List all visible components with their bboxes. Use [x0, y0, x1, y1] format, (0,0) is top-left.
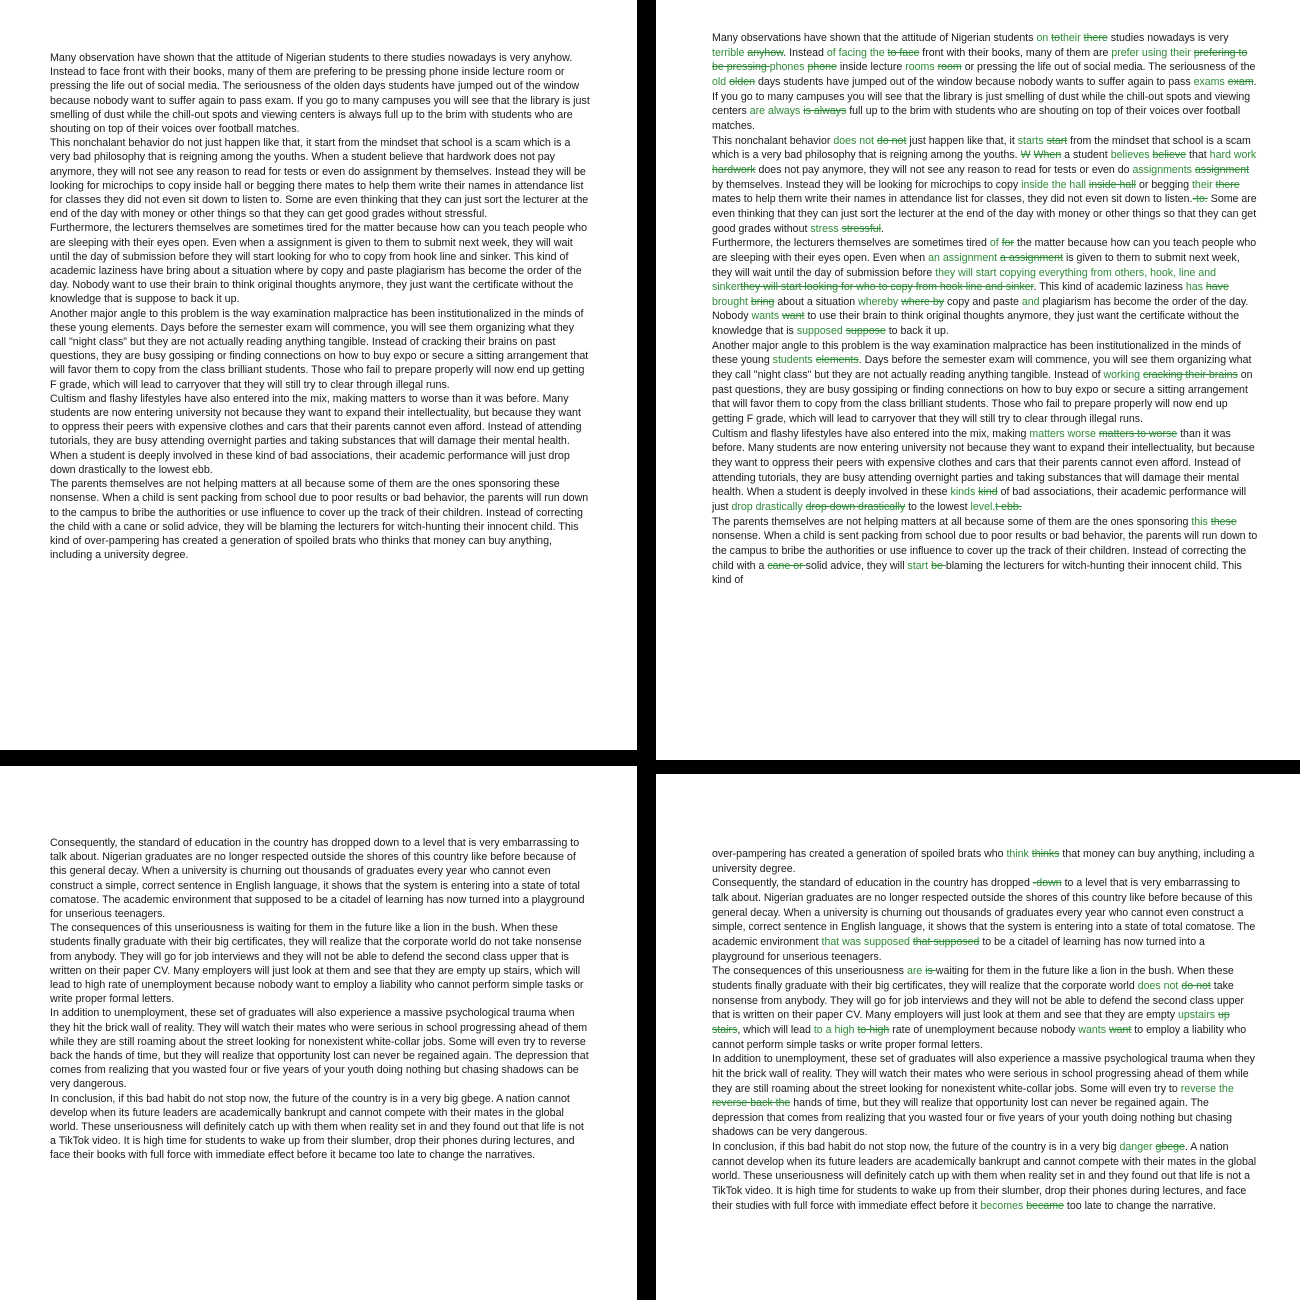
- text-run: hands of time, but they will realize that opportunity lost can never be regained again. The depression that comes from realizing that you wasted four or five years of your youth doing nothing but chasing shadows can be very dangerous.: [712, 1097, 1232, 1139]
- text-run: Many observations have shown that the attitude of Nigerian students: [712, 32, 1037, 44]
- inserted-text: they will start copying everything from others, hook, line and sinker: [712, 266, 1217, 294]
- paragraph: [712, 427, 1258, 515]
- inserted-text: prefer using their: [1111, 46, 1191, 59]
- deleted-text: there: [1083, 32, 1108, 44]
- text-run: In addition to unemployment, these set of graduates will also experience a massive psychological trauma when they hit the brick wall of reality. They will watch their mates who were serious in school progressing ahead of them while they are still roaming about the street looking for nonexistent white-collar jobs. Some will even try to: [712, 1053, 1255, 1095]
- deleted-text: want: [1108, 1023, 1132, 1036]
- inserted-text: does not: [1137, 979, 1179, 992]
- inserted-text: rooms: [905, 61, 935, 74]
- deleted-text: to: [1051, 32, 1061, 44]
- revised-essay-text-1: [712, 31, 1258, 588]
- original-essay-text-2: [50, 836, 591, 1163]
- text-run: to be a citadel of learning has now turned into a playground for unserious teenagers.: [712, 935, 1205, 963]
- deleted-text: believe: [1152, 149, 1187, 162]
- text-run: or begging: [1136, 178, 1192, 191]
- text-run: .: [881, 222, 884, 235]
- inserted-text: reverse the: [1180, 1082, 1234, 1095]
- deleted-text: hardwork: [712, 163, 756, 176]
- deleted-text: have: [1205, 281, 1229, 294]
- deleted-text: prefering to be pressing: [712, 46, 1248, 74]
- text-run: Cultism and flashy lifestyles have also entered into the mix, making: [712, 427, 1030, 440]
- text-run: The parents themselves are not helping matters at all because some of them are the ones sponsoring: [712, 515, 1192, 528]
- original-essay-page-1: [0, 0, 637, 750]
- text-run: . This kind of academic laziness: [1033, 281, 1186, 294]
- inserted-text: upstairs: [1177, 1009, 1216, 1022]
- deleted-text: to face: [887, 46, 920, 59]
- deleted-text: -down: [1032, 877, 1062, 890]
- deleted-text: be: [931, 559, 946, 572]
- text-run: full up to the brim with students who are shouting on top of their voices over football matches.: [712, 105, 1241, 132]
- deleted-text: thinks: [1031, 848, 1060, 860]
- inserted-text: assignments: [1132, 163, 1192, 176]
- inserted-text: believes: [1110, 149, 1150, 162]
- text-run: Some are even thinking that they can just sort the lecturer at the end of the day with money or other things so that they can get good grades without: [712, 193, 1257, 235]
- deleted-text: anyhow: [747, 46, 784, 59]
- text-run: copy and paste: [944, 295, 1022, 308]
- deleted-text: a assignment: [1000, 251, 1064, 264]
- text-run: or pressing the life out of social media. The seriousness of the: [961, 61, 1256, 74]
- text-run: solid advice, they will: [805, 559, 908, 572]
- text-run: This nonchalant behavior: [712, 134, 834, 147]
- inserted-text: on: [1036, 32, 1049, 44]
- paragraph: [712, 847, 1258, 876]
- inserted-text: this: [1191, 515, 1208, 528]
- deleted-text: -to.: [1192, 193, 1208, 206]
- inserted-text: terrible: [712, 46, 745, 59]
- deleted-text: is: [925, 965, 936, 978]
- text-run: than it was before. Many students are now entering university not because they want to expand their intellectuality, but because they want to oppress their peers with expensive clothes and cars that their parents cannot even afford. Instead of attending tutorials, they are busy attending overnight parties and taking substances that will damage their mental health. When a student is deeply involved in these: [712, 427, 1255, 499]
- deleted-text: olden: [729, 75, 756, 88]
- text-run: The consequences of this unseriousness: [712, 965, 907, 978]
- inserted-text: level.: [970, 501, 996, 513]
- text-run: Consequently, the standard of education in the country has dropped: [712, 877, 1033, 890]
- text-run: of bad associations, their academic performance will just: [712, 486, 1247, 513]
- deleted-text: is always: [803, 105, 847, 118]
- inserted-text: and: [1021, 295, 1040, 308]
- original-essay-text-1: [50, 51, 591, 562]
- deleted-text: they will start looking for who to copy from hook line and sinker: [740, 281, 1034, 294]
- paragraph: Many observation have shown that the attitude of Nigerian students to there studies nowadays is very anyhow. Instead to face front with their books, many of them are prefering to be pressing phone inside lecture room or pressing the life out of social media. The seriousness of the olden days students have jumped out of the window because nobody want to suffer again to pass exam. If you go to many campuses you will see that the library is just smelling of dust while the chill-out spots and viewing centers is always full up to the brim with students who are shouting on top of their voices over football matches.: [50, 52, 590, 136]
- inserted-text: their: [1191, 178, 1213, 191]
- text-run: on past questions, they are busy gossiping or finding connections on how to buy expo or secure a sitting arrangement that will favor them to copy from the class brilliant students. Those who fail to prepare properly will now end up getting F grade, which will lead to carryover that they will still try to clear through illegal runs.: [712, 369, 1253, 426]
- deleted-text: inside hall: [1088, 178, 1137, 191]
- text-run: the matter because how can you teach people who are sleeping with their eyes open. Even when: [712, 237, 1257, 264]
- paragraph: Consequently, the standard of education in the country has dropped down to a level that is very embarrassing to talk about. Nigerian graduates are no longer respected outside the shores of this country like before because of this general decay. When a university is churning out thousands of graduates every year who cannot even construct a simple, correct sentence in English language, it shows that the system is entering into a state of total comatose. The academic environment that supposed to be a citadel of learning has now turned into a playground for unserious teenagers.: [50, 837, 585, 921]
- text-run: plagiarism has become the order of the day. Nobody: [712, 295, 1249, 323]
- revised-essay-page-2: [656, 774, 1300, 1300]
- deleted-text: these: [1210, 515, 1237, 528]
- inserted-text: hard work: [1209, 149, 1257, 162]
- text-run: a student: [1061, 149, 1111, 162]
- paragraph: The parents themselves are not helping matters at all because some of them are the ones sponsoring these nonsense. When a child is sent packing from school due to poor results or bad behavior, the parents will run down to the campus to bribe the authorities or use influence to cover up the track of their children. Instead of correcting the child with a cane or solid advice, they will be blaming the lecturers for witch-hunting their innocent child. This kind of over-pampering has created a generation of spoiled brats who thinks that money can buy anything, including a university degree.: [50, 478, 589, 562]
- text-run: to the lowest: [905, 501, 971, 513]
- revised-essay-page-1: [656, 0, 1300, 760]
- inserted-text: has: [1185, 281, 1203, 294]
- inserted-text: an assignment: [928, 251, 998, 264]
- text-run: does not pay anymore, they will not see any reason to read for tests or even do: [755, 163, 1133, 176]
- inserted-text: that was supposed: [821, 935, 910, 948]
- deleted-text: to high: [857, 1023, 890, 1036]
- text-run: blaming the lecturers for witch-hunting their innocent child. This kind of: [712, 559, 1242, 587]
- paragraph: [712, 236, 1258, 339]
- inserted-text: stress: [810, 222, 839, 235]
- paragraph: In addition to unemployment, these set of graduates will also experience a massive psychological trauma when they hit the brick wall of reality. They will watch their mates who were serious in school progressing ahead of them while they are still roaming about the street looking for nonexistent white-collar jobs. Some will even try to reverse back the hands of time, but they will realize that opportunity lost can never be regained again. The depression that comes from realizing that you wasted four or five years of your youth doing nothing but chasing shadows can be very dangerous.: [50, 1007, 589, 1091]
- deleted-text: where by: [901, 295, 945, 308]
- text-run: . Instead: [783, 46, 827, 59]
- deleted-text: there: [1215, 178, 1240, 191]
- original-essay-page-2: [0, 766, 637, 1300]
- deleted-text: drop down drastically: [805, 501, 906, 513]
- inserted-text: exams: [1193, 75, 1225, 88]
- deleted-text: do not: [876, 134, 907, 147]
- deleted-text: cracking their brains: [1142, 369, 1238, 382]
- paragraph: [712, 1140, 1258, 1213]
- deleted-text: kind: [978, 486, 998, 499]
- paragraph: [712, 134, 1258, 237]
- text-run: mates to help them write their names in attendance list for classes, they did not even sit down to listen.: [712, 193, 1193, 206]
- inserted-text: drop drastically: [731, 501, 803, 513]
- text-run: by themselves. Instead they will be looking for microchips to copy: [712, 178, 1022, 191]
- paragraph: [712, 964, 1258, 1052]
- inserted-text: does not: [833, 134, 874, 147]
- inserted-text: start: [907, 559, 929, 572]
- text-run: Furthermore, the lecturers themselves are sometimes tired: [712, 237, 990, 250]
- inserted-text: kinds: [950, 486, 976, 499]
- paragraph: Another major angle to this problem is the way examination malpractice has been institutionalized in the minds of these young elements. Days before the semester exam will commence, you will see them organizing what they call "night class" but they are not actually reading anything tangible. Instead of cracking their brains on past questions, they are busy gossiping or finding connections on how to buy expo or secure a sitting arrangement that will favor them to copy from the class brilliant students. Those who fail to prepare properly will now end up getting F grade, which will lead to carryover that they will still try to clear through illegal runs.: [50, 307, 589, 391]
- text-run: , which will lead: [737, 1023, 814, 1036]
- inserted-text: phones: [769, 61, 805, 74]
- text-run: is given to them to submit next week, they will wait until the day of submission before: [712, 251, 1240, 279]
- revised-essay-text-2: [712, 847, 1258, 1213]
- paragraph: [712, 876, 1258, 964]
- deleted-text: do not: [1181, 979, 1211, 992]
- text-run: to employ a liability who cannot perform simple tasks or write proper formal letters.: [712, 1023, 1247, 1051]
- inserted-text: whereby: [858, 295, 899, 308]
- deleted-text: bring: [750, 295, 775, 308]
- deleted-text: for: [1001, 237, 1015, 250]
- deleted-text: cane or: [767, 559, 806, 572]
- inserted-text: wants: [1078, 1023, 1107, 1036]
- text-run: too late to change the narrative.: [1063, 1199, 1216, 1212]
- deleted-text: elements: [815, 354, 859, 367]
- deleted-text: exam: [1227, 75, 1254, 88]
- text-run: to use their brain to think original thoughts anymore, they just want the certificate without the knowledge that is: [712, 310, 1240, 338]
- deleted-text: When: [1033, 149, 1062, 162]
- inserted-text: are: [906, 965, 923, 978]
- inserted-text: starts: [1017, 134, 1044, 147]
- text-run: inside lecture: [836, 61, 906, 74]
- inserted-text: think: [1006, 848, 1029, 860]
- text-run: over-pampering has created a generation of spoiled brats who: [712, 848, 1007, 860]
- text-run: . If you go to many campuses you will see that the library is just smelling of dust while the chill-out spots and viewing centers: [712, 75, 1257, 118]
- deleted-text: suppose: [845, 325, 886, 338]
- text-run: that money can buy anything, including a university degree.: [712, 848, 1255, 875]
- deleted-text: that supposed: [912, 935, 980, 948]
- paragraph: [712, 31, 1258, 134]
- text-run: to a level that is very embarrassing to talk about. Nigerian graduates are no longer respected outside the shores of this country like before because of this general decay. When a university is churning out thousands of graduates every year who cannot even construct a simple, correct sentence in English language, it shows that the system is entering into a state of total comatose. The academic environment: [712, 877, 1256, 948]
- inserted-text: old: [712, 75, 727, 88]
- text-run: to back it up.: [885, 325, 949, 338]
- deleted-text: start: [1046, 134, 1068, 147]
- text-run: In conclusion, if this bad habit do not stop now, the future of the country is in a very big: [712, 1141, 1120, 1154]
- inserted-text: working: [1103, 369, 1141, 382]
- text-run: waiting for them in the future like a lion in the bush. When these students finally graduate with their big certificates, they will realize that the corporate world: [712, 965, 1234, 992]
- inserted-text: to a high: [813, 1023, 855, 1036]
- text-run: nonsense. When a child is sent packing from school due to poor results or bad behavior, the parents will run down to the campus to bribe the authorities or use influence to cover up the track of their children. Instead of correcting the child with a: [712, 530, 1258, 572]
- inserted-text: becomes: [980, 1199, 1024, 1212]
- deleted-text: assignment: [1194, 163, 1250, 176]
- deleted-text: stressful: [841, 222, 882, 235]
- inserted-text: students: [772, 354, 813, 367]
- paragraph: In conclusion, if this bad habit do not stop now, the future of the country is in a very big gbege. A nation cannot develop when its future leaders are academically bankrupt and cannot compete with their mates in the global world. These unseriousness will definitely catch up with them when reality set in and they found out that life is not a TikTok video. It is high time for students to wake up from their slumber, drop their phones during lectures, and face their books with full force with immediate effect before it became too late to change the narratives.: [50, 1092, 584, 1162]
- inserted-text: wants: [751, 310, 780, 323]
- inserted-text: of: [989, 237, 999, 250]
- text-run: . Days before the semester exam will commence, you will see them organizing what they call "night class" but they are not actually reading anything tangible. Instead of: [712, 354, 1252, 382]
- paragraph: Furthermore, the lecturers themselves are sometimes tired for the matter because how can you teach people who are sleeping with their eyes open. Even when a assignment is given to them to submit next week, they will wait until the day of submission before they will start looking for who to copy from hook line and sinker. This kind of academic laziness have bring about a situation where by copy and paste plagiarism has become the order of the day. Nobody want to use their brain to think original thoughts anymore, they just want the certificate without the knowledge that is suppose to back it up.: [50, 222, 588, 306]
- inserted-text: danger: [1119, 1141, 1153, 1154]
- deleted-text: room: [937, 61, 962, 74]
- text-run: days students have jumped out of the window because nobody wants to suffer again to pass: [755, 75, 1194, 88]
- inserted-text: brought: [712, 295, 748, 308]
- paragraph: [712, 1052, 1258, 1140]
- text-run: Another major angle to this problem is the way examination malpractice has been institutionalized in the minds of these young: [712, 339, 1241, 367]
- text-run: . A nation cannot develop when its future leaders are academically bankrupt and cannot compete with their mates in the global world. These unseriousness will definitely catch up with them when reality set in and they found out that life is not a TikTok video. It is high time for students to wake up from their slumber, drop their phones during lectures, and face their studies with full force with immediate effect before it: [712, 1141, 1257, 1212]
- deleted-text: matters to worse: [1098, 427, 1178, 440]
- text-run: that: [1186, 149, 1210, 162]
- paragraph: Cultism and flashy lifestyles have also entered into the mix, making matters to worse than it was before. Many students are now entering university not because they want to expand their intellectuality, but because they want to oppress their peers with expensive clothes and cars that their parents cannot even afford. Instead of attending tutorials, they are busy attending overnight parties and taking substances that will damage their mental health. When a student is deeply involved in these kind of bad associations, their academic performance will just drop down drastically to the lowest ebb.: [50, 392, 582, 476]
- paragraph: The consequences of this unseriousness is waiting for them in the future like a lion in the bush. When these students finally graduate with their big certificates, they will realize that the corporate world do not take nonsense from anybody. They will go for job interviews and they will not be able to defend the second class upper that is written on their paper CV. Many employers will just look at them and see that they are empty up stairs, which will lead to high rate of unemployment because nobody want to employ a liability who cannot perform simple tasks or write proper formal letters.: [50, 922, 584, 1006]
- inserted-text: inside the hall: [1021, 178, 1086, 191]
- deleted-text: phone: [807, 61, 837, 74]
- deleted-text: gbege: [1155, 1141, 1185, 1154]
- inserted-text: are always: [749, 105, 801, 118]
- inserted-text: supposed: [796, 325, 843, 338]
- text-run: studies nowadays is very: [1107, 32, 1229, 44]
- deleted-text: up stairs: [712, 1009, 1230, 1036]
- deleted-text: t ebb.: [995, 501, 1022, 513]
- text-run: from the mindset that school is a scam which is a very bad philosophy that is reigning among the youths.: [712, 134, 1251, 162]
- text-run: about a situation: [774, 295, 859, 308]
- text-run: just happen like that, it: [906, 134, 1018, 147]
- deleted-text: want: [782, 310, 805, 323]
- deleted-text: reverse back the: [712, 1097, 791, 1110]
- text-run: front with their books, many of them are: [919, 46, 1112, 59]
- inserted-text: their: [1060, 32, 1081, 44]
- deleted-text: became: [1026, 1199, 1064, 1212]
- paragraph: This nonchalant behavior do not just happen like that, it start from the mindset that school is a scam which is a very bad philosophy that is reigning among the youths. When a student believe that hardwork does not pay anymore, they will not see any reason to read for tests or even do assignment by themselves. Instead they will be looking for microchips to copy inside hall or begging there mates to help them write their names in attendance list for classes they did not even sit down to listen to. Some are even thinking that they can just sort the lecturer at the end of the day with money or other things so that they can get good grades without stressful.: [50, 137, 589, 221]
- text-run: take nonsense from anybody. They will go for job interviews and they will not be able to defend the second class upper that is written on their paper CV. Many employers will just look at them and see that they are empty: [712, 979, 1244, 1022]
- paragraph: [712, 515, 1258, 588]
- text-run: rate of unemployment because nobody: [889, 1023, 1079, 1036]
- paragraph: [712, 339, 1258, 427]
- deleted-text: W: [1020, 149, 1031, 162]
- inserted-text: of facing the: [826, 46, 885, 59]
- inserted-text: matters worse: [1029, 427, 1096, 440]
